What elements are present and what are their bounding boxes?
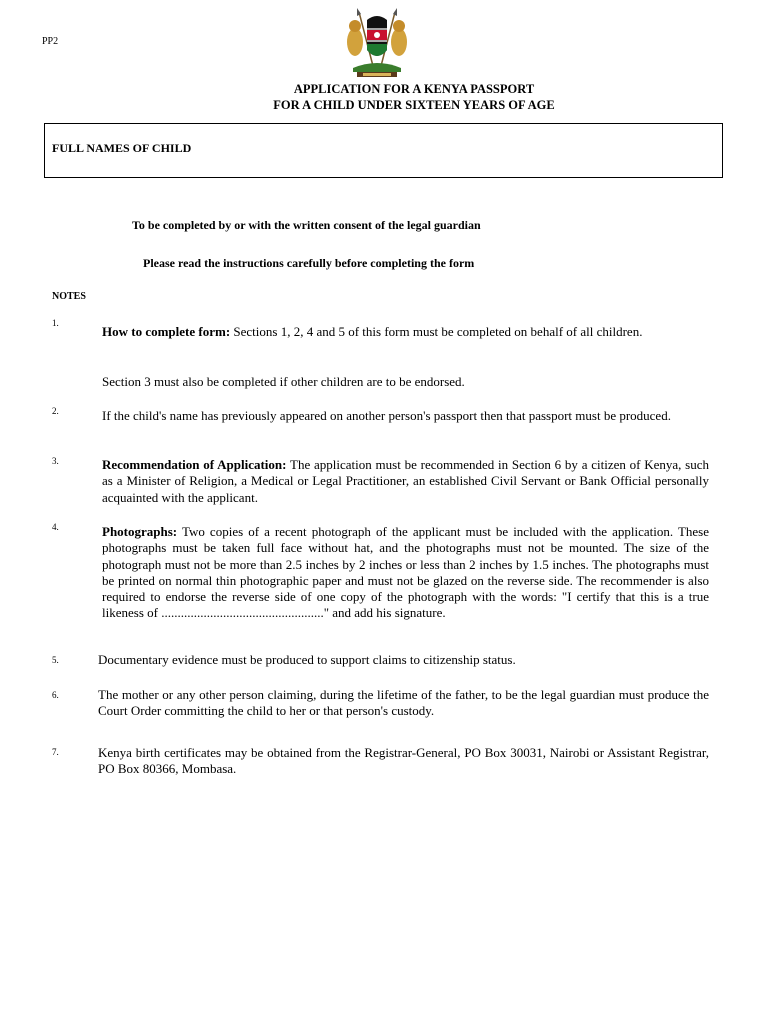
note-number: 4. [52, 522, 59, 532]
note-text: Documentary evidence must be produced to support claims to citizenship status. [98, 652, 516, 667]
note-number: 5. [52, 655, 59, 665]
note-item [98, 652, 709, 668]
note-text: Kenya birth certificates may be obtained from the Registrar-General, PO Box 30031, Nairobi or Assistant Registrar, PO Box 80366, Mombasa. [98, 745, 709, 777]
note-item [102, 524, 709, 622]
note-number: 1. [52, 318, 59, 328]
note-text: The mother or any other person claiming, during the lifetime of the father, to be the legal guardian must produce the Court Order committing the child to her or that person's custody. [98, 687, 709, 719]
consent-statement: To be completed by or with the written consent of the legal guardian [132, 218, 481, 232]
note-number: 2. [52, 406, 59, 416]
kenya-coat-of-arms-icon [345, 6, 409, 80]
notes-heading: NOTES [52, 291, 86, 302]
note-item [102, 457, 709, 506]
note-lead: Recommendation of Application: [102, 457, 287, 472]
child-name-field[interactable] [44, 123, 723, 178]
note-text: The application must be recommended in Section 6 by a citizen of Kenya, such as a Minister of Religion, a Medical or Legal Practitioner, an established Civil Servant or Bank Official personally acquainted with the applicant. [102, 457, 710, 505]
note-item [98, 687, 709, 720]
note-lead: Photographs: [102, 524, 178, 539]
form-code: PP2 [42, 36, 59, 47]
child-name-label: FULL NAMES OF CHILD [52, 141, 192, 155]
note-item [98, 745, 709, 778]
note-item [102, 324, 709, 340]
note-number: 3. [52, 456, 59, 466]
form-title-line-2: FOR A CHILD UNDER SIXTEEN YEARS OF AGE [273, 98, 555, 112]
note-lead: How to complete form: [102, 324, 231, 339]
note-number: 7. [52, 747, 59, 757]
form-title-line-1: APPLICATION FOR A KENYA PASSPORT [293, 82, 535, 96]
note-text: Sections 1, 2, 4 and 5 of this form must be completed on behalf of all children. [233, 324, 643, 339]
note-extra: Section 3 must also be completed if other children are to be endorsed. [102, 374, 465, 389]
instructions-statement: Please read the instructions carefully before completing the form [143, 256, 475, 270]
note-number: 6. [52, 690, 59, 700]
note-item [102, 408, 709, 424]
note-text: If the child's name has previously appeared on another person's passport then that passport must be produced. [102, 408, 671, 423]
note-text: Two copies of a recent photograph of the applicant must be included with the application. These photographs must be taken full face without hat, and the photographs must not be mounted. The size of the photograph must not be more than 2.5 inches by 2 inches or less than 2 inches by 1.5 inches. The photographs must be printed on normal thin photographic paper and must not be glazed on the reverse side. The recommender is also required to endorse the reverse side of one copy of the photograph with the words: "I certify that this is a true likeness of .................................................." and add his signature. [102, 524, 709, 621]
